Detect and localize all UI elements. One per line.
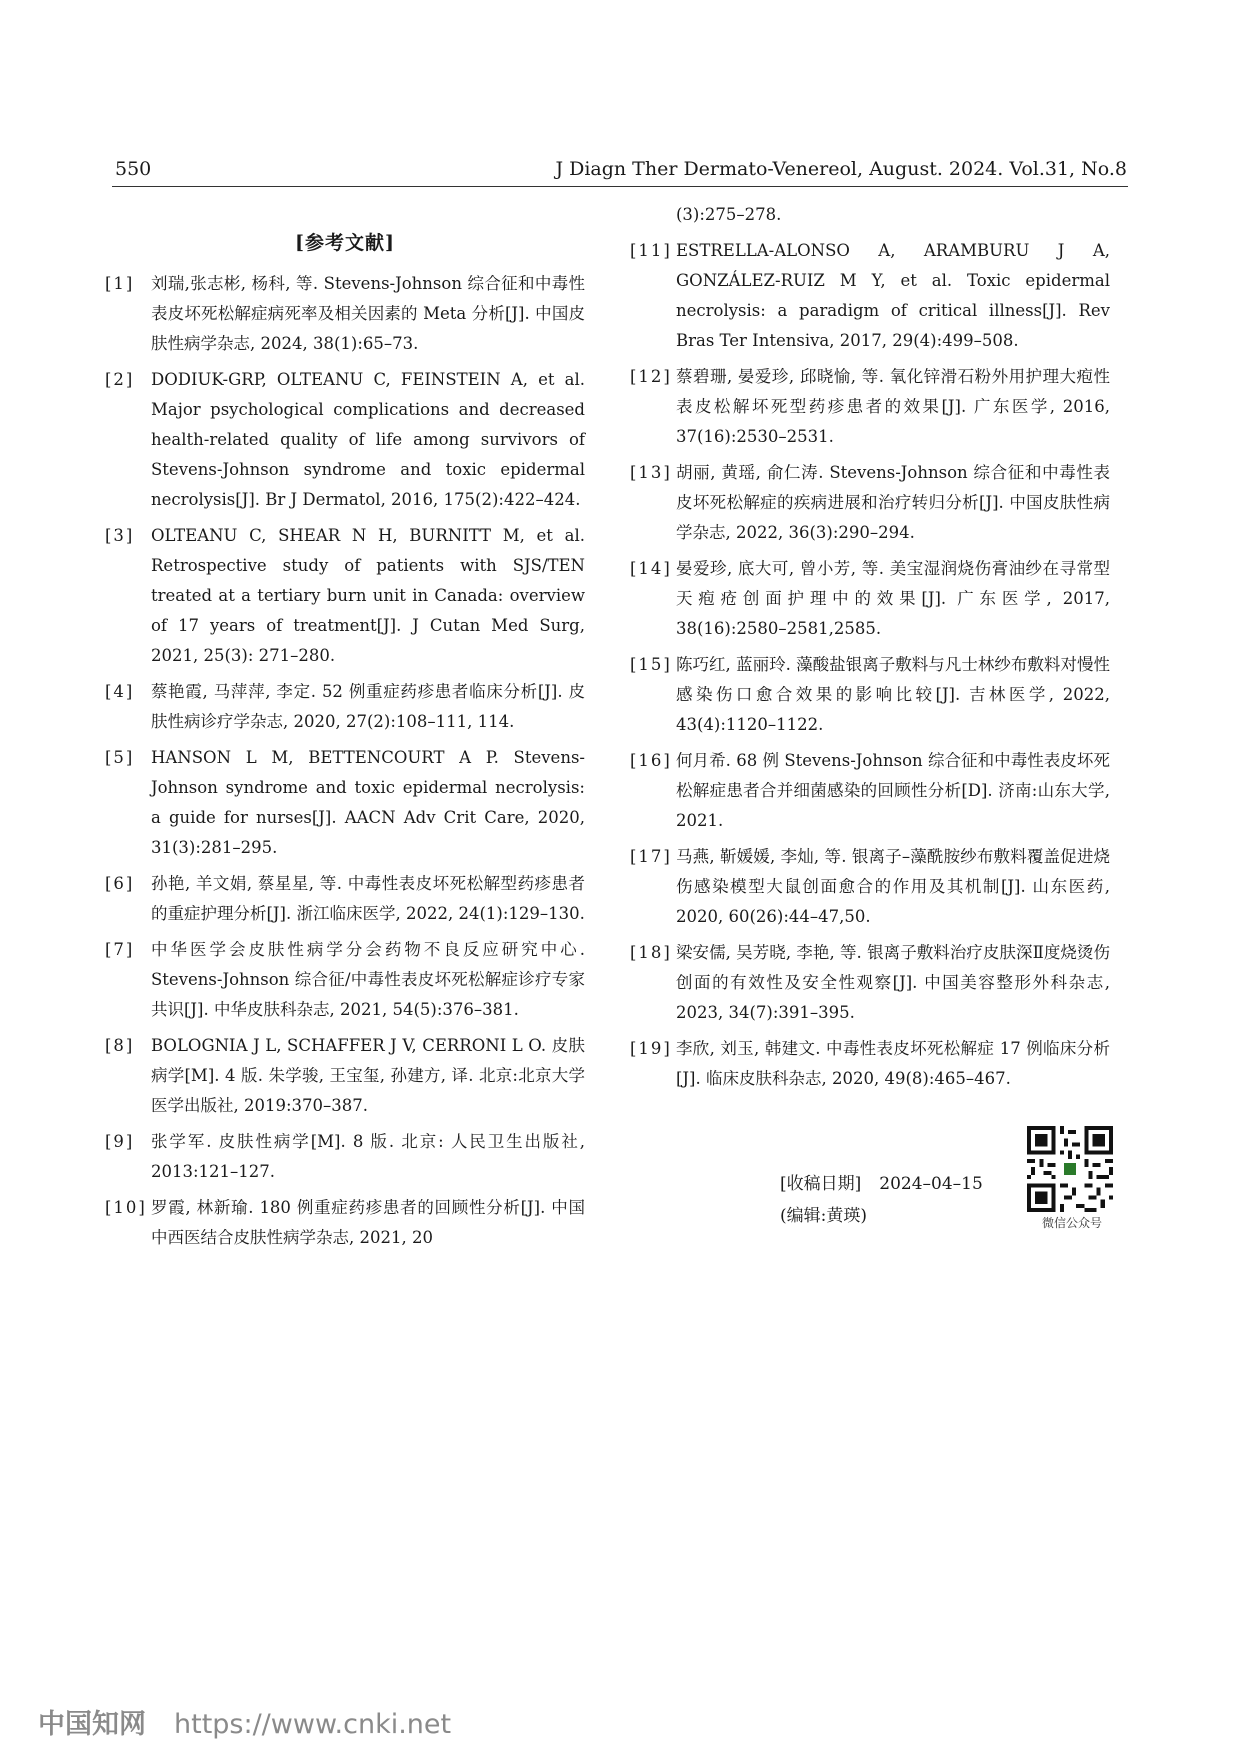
reference-text: 何月希. 68 例 Stevens-Johnson 综合征和中毒性表皮坏死松解症患者合并细菌感染的回顾性分析[D]. 济南:山东大学, 2021. bbox=[676, 751, 1110, 830]
header-rule bbox=[112, 186, 1128, 187]
reference-text: 马燕, 靳媛媛, 李灿, 等. 银离子–藻酰胺纱布敷料覆盖促进烧伤感染模型大鼠创面愈合的作用及其机制[J]. 山东医药, 2020, 60(26):44–47,50. bbox=[676, 847, 1110, 926]
reference-text: 晏爱珍, 底大可, 曾小芳, 等. 美宝湿润烧伤膏油纱在寻常型天疱疮创面护理中的效果[J]. 广东医学, 2017, 38(16):2580–2581,2585. bbox=[676, 559, 1110, 638]
cnki-watermark bbox=[38, 1702, 451, 1741]
reference-item bbox=[105, 743, 585, 863]
reference-number: [16] bbox=[630, 751, 672, 770]
page-number: 550 bbox=[115, 158, 152, 180]
reference-list-right bbox=[630, 236, 1110, 1094]
reference-item bbox=[630, 458, 1110, 548]
reference-item bbox=[105, 935, 585, 1025]
reference-number: [7] bbox=[105, 940, 135, 959]
reference-text: 刘瑞,张志彬, 杨科, 等. Stevens-Johnson 综合征和中毒性表皮坏死松解症病死率及相关因素的 Meta 分析[J]. 中国皮肤性病学杂志, 2024, 38(1):65–73. bbox=[151, 274, 585, 353]
reference-item bbox=[630, 746, 1110, 836]
reference-number: [12] bbox=[630, 367, 672, 386]
reference-text: 胡丽, 黄瑶, 俞仁涛. Stevens-Johnson 综合征和中毒性表皮坏死松解症的疾病进展和治疗转归分析[J]. 中国皮肤性病学杂志, 2022, 36(3):290–294. bbox=[676, 463, 1110, 542]
references-title: [参考文献] bbox=[295, 232, 395, 254]
reference-item bbox=[105, 1193, 585, 1253]
reference-text: 蔡碧珊, 晏爱珍, 邱晓愉, 等. 氧化锌滑石粉外用护理大疱性表皮松解坏死型药疹患者的效果[J]. 广东医学, 2016, 37(16):2530–2531. bbox=[676, 367, 1110, 446]
left-column bbox=[105, 200, 585, 1259]
reference-text: HANSON L M, BETTENCOURT A P. Stevens-Johnson syndrome and toxic epidermal necrolysis: a guide for nurses[J]. AACN Adv Crit Care, 2020, 31(3):281–295. bbox=[151, 748, 585, 857]
reference-number: [8] bbox=[105, 1036, 135, 1055]
reference-text: 陈巧红, 蓝丽玲. 藻酸盐银离子敷料与凡士林纱布敷料对慢性感染伤口愈合效果的影响比较[J]. 吉林医学, 2022, 43(4):1120–1122. bbox=[676, 655, 1110, 734]
reference-item bbox=[105, 869, 585, 929]
reference-number: [15] bbox=[630, 655, 672, 674]
reference-list-left bbox=[105, 269, 585, 1253]
qr-caption: 微信公众号 bbox=[1041, 1216, 1102, 1230]
reference-item bbox=[630, 362, 1110, 452]
reference-number: [5] bbox=[105, 748, 135, 767]
reference-number: [2] bbox=[105, 370, 135, 389]
received-label: [收稿日期] bbox=[780, 1174, 862, 1194]
reference-item bbox=[105, 1127, 585, 1187]
reference-text: 蔡艳霞, 马萍萍, 李定. 52 例重症药疹患者临床分析[J]. 皮肤性病诊疗学杂志, 2020, 27(2):108–111, 114. bbox=[151, 682, 585, 731]
reference-number: [14] bbox=[630, 559, 672, 578]
right-column bbox=[630, 200, 1110, 1100]
reference-number: [4] bbox=[105, 682, 135, 701]
reference-item bbox=[105, 1031, 585, 1121]
reference-text: OLTEANU C, SHEAR N H, BURNITT M, et al. Retrospective study of patients with SJS/TEN treated at a tertiary burn unit in Canada: overview of 17 years of treatment[J]. J Cutan Med Surg, 2021, 25(3): 271–280. bbox=[151, 526, 585, 665]
reference-item bbox=[630, 938, 1110, 1028]
reference-item bbox=[105, 521, 585, 671]
reference-text: 张学军. 皮肤性病学[M]. 8 版. 北京: 人民卫生出版社, 2013:121–127. bbox=[151, 1132, 585, 1181]
editor-note: (编辑:黄瑛) bbox=[780, 1206, 867, 1226]
reference-number: [10] bbox=[105, 1198, 147, 1217]
reference-number: [19] bbox=[630, 1039, 672, 1058]
reference-number: [18] bbox=[630, 943, 672, 962]
reference-number: [6] bbox=[105, 874, 135, 893]
reference-10-continuation: (3):275–278. bbox=[676, 205, 782, 224]
reference-number: [1] bbox=[105, 274, 135, 293]
watermark-url[interactable]: https://www.cnki.net bbox=[174, 1709, 452, 1740]
reference-item bbox=[630, 554, 1110, 644]
reference-number: [3] bbox=[105, 526, 135, 545]
reference-text: 罗霞, 林新瑜. 180 例重症药疹患者的回顾性分析[J]. 中国中西医结合皮肤性病学杂志, 2021, 20 bbox=[151, 1198, 585, 1247]
running-head: J Diagn Ther Dermato-Venereol, August. 2024. Vol.31, No.8 bbox=[555, 158, 1127, 180]
reference-item bbox=[630, 236, 1110, 356]
reference-item bbox=[630, 650, 1110, 740]
reference-text: BOLOGNIA J L, SCHAFFER J V, CERRONI L O. 皮肤病学[M]. 4 版. 朱学骏, 王宝玺, 孙建方, 译. 北京:北京大学医学出版社, 2019:370–387. bbox=[151, 1036, 585, 1115]
reference-item bbox=[105, 269, 585, 359]
reference-item bbox=[105, 677, 585, 737]
reference-number: [17] bbox=[630, 847, 672, 866]
reference-item bbox=[630, 1034, 1110, 1094]
reference-text: ESTRELLA-ALONSO A, ARAMBURU J A, GONZÁLEZ-RUIZ M Y, et al. Toxic epidermal necrolysis: a paradigm of critical illness[J]. Rev Bras Ter Intensiva, 2017, 29(4):499–508. bbox=[676, 241, 1110, 350]
reference-text: 李欣, 刘玉, 韩建文. 中毒性表皮坏死松解症 17 例临床分析[J]. 临床皮肤科杂志, 2020, 49(8):465–467. bbox=[676, 1039, 1110, 1088]
reference-item bbox=[105, 365, 585, 515]
reference-number: [11] bbox=[630, 241, 672, 260]
reference-text: 中华医学会皮肤性病学分会药物不良反应研究中心. Stevens-Johnson 综合征/中毒性表皮坏死松解症诊疗专家共识[J]. 中华皮肤科杂志, 2021, 54(5):376–381. bbox=[151, 940, 585, 1019]
reference-text: 孙艳, 羊文娟, 蔡星星, 等. 中毒性表皮坏死松解型药疹患者的重症护理分析[J]. 浙江临床医学, 2022, 24(1):129–130. bbox=[151, 874, 585, 923]
reference-text: DODIUK-GRP, OLTEANU C, FEINSTEIN A, et al. Major psychological complications and decreased health-related quality of life among survivors of Stevens-Johnson syndrome and toxic epidermal necrolysis[J]. Br J Dermatol, 2016, 175(2):422–424. bbox=[151, 370, 585, 509]
wechat-qr-code-icon bbox=[1027, 1126, 1113, 1212]
received-date: 2024–04–15 bbox=[879, 1174, 983, 1194]
received-info bbox=[780, 1168, 983, 1232]
reference-number: [13] bbox=[630, 463, 672, 482]
reference-item bbox=[630, 842, 1110, 932]
watermark-brand: 中国知网 bbox=[38, 1709, 146, 1740]
reference-text: 梁安儒, 吴芳晓, 李艳, 等. 银离子敷料治疗皮肤深Ⅱ度烧烫伤创面的有效性及安全性观察[J]. 中国美容整形外科杂志, 2023, 34(7):391–395. bbox=[676, 943, 1110, 1022]
reference-number: [9] bbox=[105, 1132, 135, 1151]
